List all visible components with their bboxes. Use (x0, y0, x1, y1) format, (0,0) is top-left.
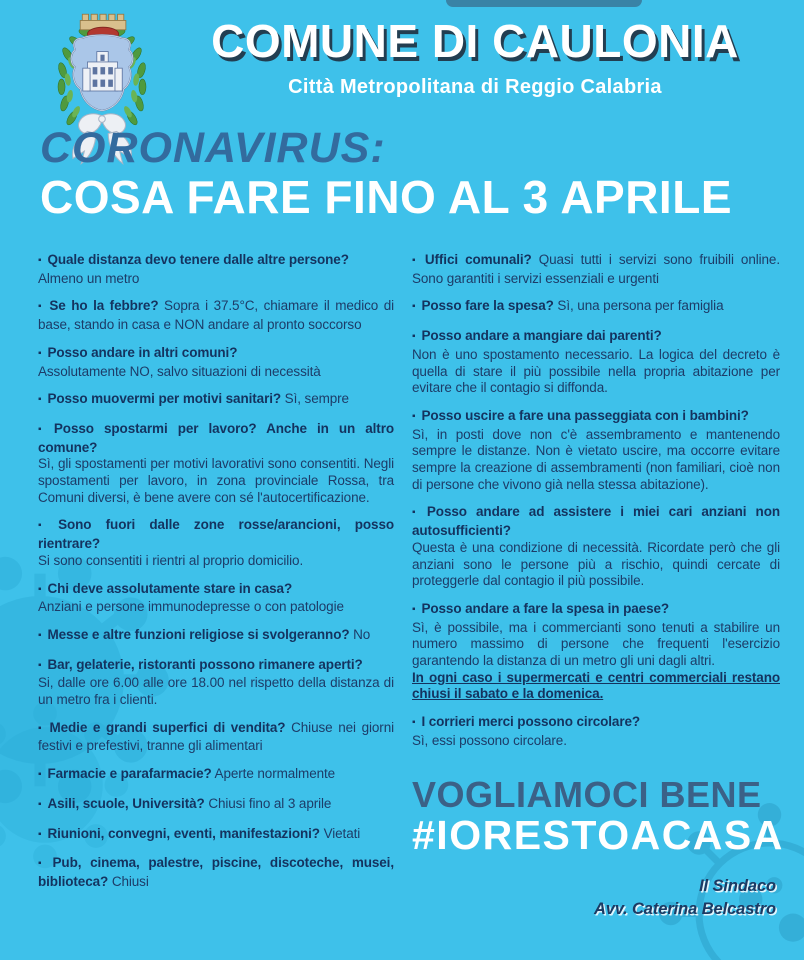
faq-question: ▪ Uffici comunali? Quasi tutti i servizi sono fruibili online. Sono garantiti i servizi essenziali e urgenti (412, 252, 780, 287)
faq-question: ▪ Pub, cinema, palestre, piscine, discoteche, musei, biblioteca? Chiusi (38, 855, 394, 890)
faq-column-right-items (412, 252, 780, 750)
faq-answer: Almeno un metro (38, 270, 140, 286)
faq-item (38, 826, 394, 845)
page-title: COMUNE DI CAULONIA (211, 15, 739, 67)
signature-name: Avv. Caterina Belcastro (593, 900, 776, 919)
banner-subject: COSA FARE FINO AL 3 APRILE (40, 170, 732, 223)
faq-item (412, 328, 780, 397)
faq-question: ▪ Riunioni, convegni, eventi, manifestazioni? Vietati (38, 826, 394, 845)
faq-answer: Non è uno spostamento necessario. La logica del decreto è quella di stare il più possibile nella propria abitazione per evitare che il contagio si diffonda. (412, 346, 780, 396)
faq-item (38, 766, 394, 785)
faq-answer: Sì, è possibile, ma i commercianti sono tenuti a stabilire un numero massimo di persone che frequenti l'esercizio garantendo la distanza di un metro gli uni dagli altri. (412, 619, 780, 669)
faq-answer: Sì, in posti dove non c'è assembramento e mantenendo sempre le distanze. Non è vietato uscire, ma occorre evitare sempre la creazione di assembramenti (non familiari, cioè non di persone che vivono già nella stessa abitazione). (412, 426, 780, 492)
faq-item (412, 252, 780, 287)
faq-item (38, 421, 394, 507)
faq-item (412, 601, 780, 703)
faq-item (38, 720, 394, 755)
signature-role: Il Sindaco (699, 877, 776, 896)
faq-item (38, 517, 394, 569)
hashtag-text: #IORESTOACASA (412, 812, 784, 859)
banner (40, 124, 732, 223)
faq-question: ▪ Posso andare ad assistere i miei cari anziani non autosufficienti? (412, 504, 780, 539)
faq-question: ▪ Chi deve assolutamente stare in casa? (38, 581, 394, 600)
slogan-text: VOGLIAMOCI BENE (412, 773, 762, 815)
faq-item (38, 252, 394, 287)
faq-question: ▪ I corrieri merci possono circolare? (412, 714, 780, 733)
faq-question: ▪ Posso andare a mangiare dai parenti? (412, 328, 780, 347)
faq-item (412, 504, 780, 590)
faq-question: ▪ Asili, scuole, Università? Chiusi fino al 3 aprile (38, 796, 394, 815)
faq-answer: Si sono consentiti i rientri al proprio domicilio. (38, 552, 304, 568)
faq-answer: Assolutamente NO, salvo situazioni di necessità (38, 363, 321, 379)
faq-question: ▪ Messe e altre funzioni religiose si svolgeranno? No (38, 627, 394, 646)
faq-columns (38, 252, 784, 921)
faq-answer: Anziani e persone immunodepresse o con patologie (38, 599, 344, 615)
faq-item (38, 581, 394, 616)
faq-item (412, 714, 780, 749)
faq-question: ▪ Sono fuori dalle zone rosse/arancioni, posso rientrare? (38, 517, 394, 552)
header-subtitle: Città Metropolitana di Reggio Calabria (288, 75, 662, 98)
signature (412, 875, 780, 921)
faq-question: ▪ Se ho la febbre? Sopra i 37.5°C, chiamare il medico di base, stando in casa e NON andare al pronto soccorso (38, 298, 394, 333)
photo-artifact (446, 0, 642, 7)
faq-answer-note: In ogni caso i supermercati e centri commerciali restano chiusi il sabato e la domenica. (412, 669, 780, 702)
faq-answer: Sì, essi possono circolare. (412, 732, 567, 748)
faq-question: ▪ Posso andare a fare la spesa in paese? (412, 601, 780, 620)
faq-question: ▪ Posso fare la spesa? Sì, una persona per famiglia (412, 298, 780, 317)
faq-question: ▪ Posso andare in altri comuni? (38, 345, 394, 364)
faq-item (38, 627, 394, 646)
faq-item (38, 796, 394, 815)
faq-item (38, 391, 394, 410)
faq-answer: Questa è una condizione di necessità. Ricordate però che gli anziani sono le persone più a rischio, quindi cercate di proteggerle dal contagio il più possibile. (412, 539, 780, 589)
faq-question: ▪ Quale distanza devo tenere dalle altre persone? (38, 252, 394, 271)
faq-item (38, 657, 394, 709)
faq-question: ▪ Posso uscire a fare una passeggiata con i bambini? (412, 408, 780, 427)
faq-column-left (38, 252, 394, 921)
faq-question: ▪ Posso muovermi per motivi sanitari? Sì, sempre (38, 391, 394, 410)
faq-item (38, 345, 394, 380)
faq-answer: Sì, gli spostamenti per motivi lavorativi sono consentiti. Negli spostamenti per lavoro, in zona provinciale Rossa, tra Comuni diversi, è bene avere con sé l'autocertificazione. (38, 456, 394, 505)
faq-question: ▪ Bar, gelaterie, ristoranti possono rimanere aperti? (38, 657, 394, 676)
faq-item (412, 408, 780, 494)
faq-item (38, 855, 394, 890)
faq-answer: Si, dalle ore 6.00 alle ore 18.00 nel rispetto della distanza di un metro fra i clienti. (38, 675, 394, 708)
faq-column-right (412, 252, 784, 921)
faq-question: ▪ Farmacie e parafarmacie? Aperte normalmente (38, 766, 394, 785)
banner-coronavirus: CORONAVIRUS: (40, 124, 386, 172)
faq-question: ▪ Medie e grandi superfici di vendita? Chiuse nei giorni festivi e prefestivi, tranne gli alimentari (38, 720, 394, 755)
header (160, 16, 790, 99)
faq-item (412, 298, 780, 317)
footer (412, 773, 784, 922)
faq-item (38, 298, 394, 333)
faq-question: ▪ Posso spostarmi per lavoro? Anche in un altro comune? (38, 421, 394, 456)
